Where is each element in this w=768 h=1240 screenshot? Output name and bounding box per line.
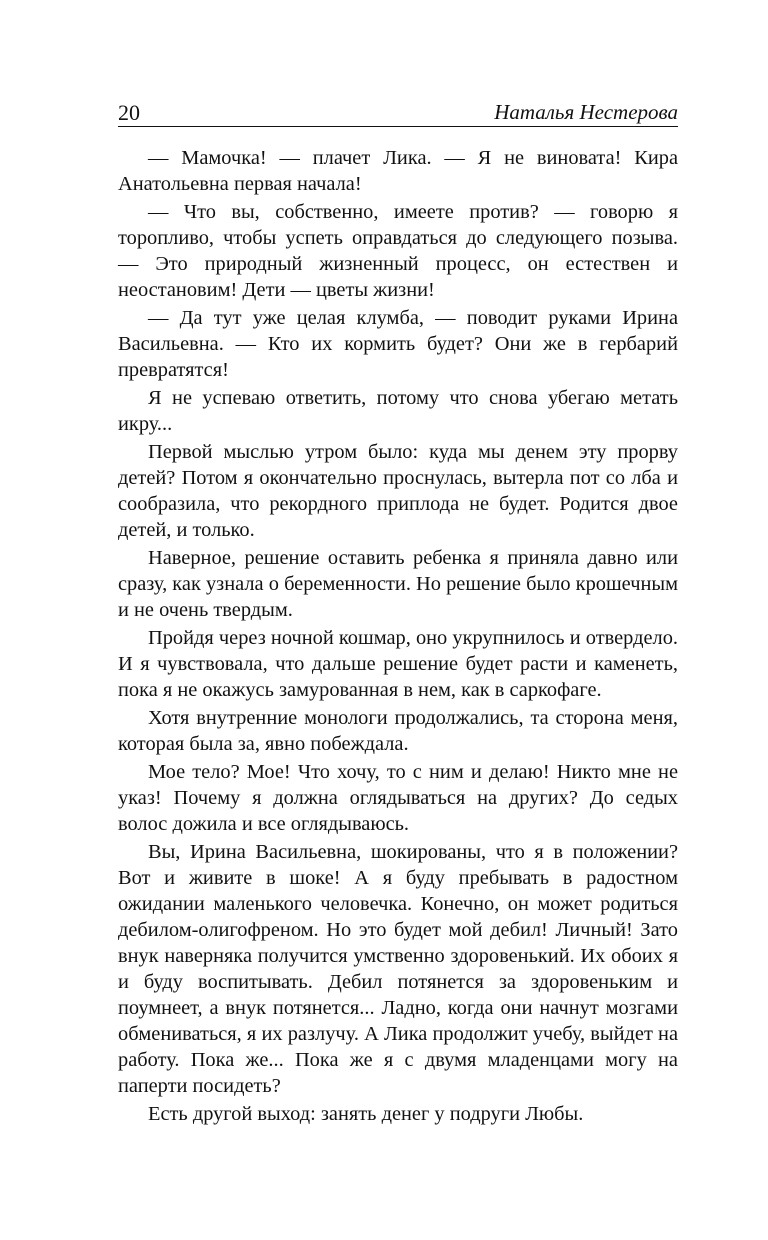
paragraph: Вы, Ирина Васильевна, шокированы, что я в положении? Вот и живите в шоке! А я буду пребывать в радостном ожидании маленького человечка. Конечно, он может родиться дебилом-олигофреном. Но это будет мой дебил! Личный! Зато внук наверняка получится умственно здоровенький. Их обоих я и буду воспитывать. Дебил потянется за здоровеньким и поумнеет, а внук потянется... Ладно, когда они начнут мозгами обмениваться, я их разлучу. А Лика продолжит учебу, выйдет на работу. Пока же... Пока же я с двумя младенцами могу на паперти посидеть? — [118, 841, 678, 1097]
paragraph: Наверное, решение оставить ребенка я приняла давно или сразу, как узнала о беременности. Но решение было крошечным и не очень твердым. — [118, 547, 678, 621]
running-title: Наталья Нестерова — [494, 100, 678, 124]
body-text — [118, 145, 678, 1127]
paragraph: Хотя внутренние монологи продолжались, та сторона меня, которая была за, явно побеждала. — [118, 707, 678, 755]
paragraph: Есть другой выход: занять денег у подруги Любы. — [148, 1103, 584, 1125]
book-page — [118, 96, 678, 1127]
running-head — [118, 96, 678, 127]
paragraph: Я не успеваю ответить, потому что снова убегаю метать икру... — [118, 387, 678, 435]
page-number: 20 — [118, 100, 140, 125]
paragraph: — Что вы, собственно, имеете против? — говорю я торопливо, чтобы успеть оправдаться до следующего позыва. — Это природный жизненный процесс, он естествен и неостановим! Дети — цветы жизни! — [118, 201, 678, 301]
paragraph: — Да тут уже целая клумба, — поводит руками Ирина Васильевна. — Кто их кормить будет? Они же в гербарий превратятся! — [118, 307, 678, 381]
paragraph: Мое тело? Мое! Что хочу, то с ним и делаю! Никто мне не указ! Почему я должна оглядываться на других? До седых волос дожила и все оглядываюсь. — [118, 761, 678, 835]
paragraph: — Мамочка! — плачет Лика. — Я не виновата! Кира Анатольевна первая начала! — [118, 147, 678, 195]
paragraph: Первой мыслью утром было: куда мы денем эту прорву детей? Потом я окончательно проснулась, вытерла пот со лба и сообразила, что рекордного приплода не будет. Родится двое детей, и только. — [118, 441, 678, 541]
paragraph: Пройдя через ночной кошмар, оно укрупнилось и отвердело. И я чувствовала, что дальше решение будет расти и каменеть, пока я не окажусь замурованная в нем, как в саркофаге. — [118, 627, 678, 701]
